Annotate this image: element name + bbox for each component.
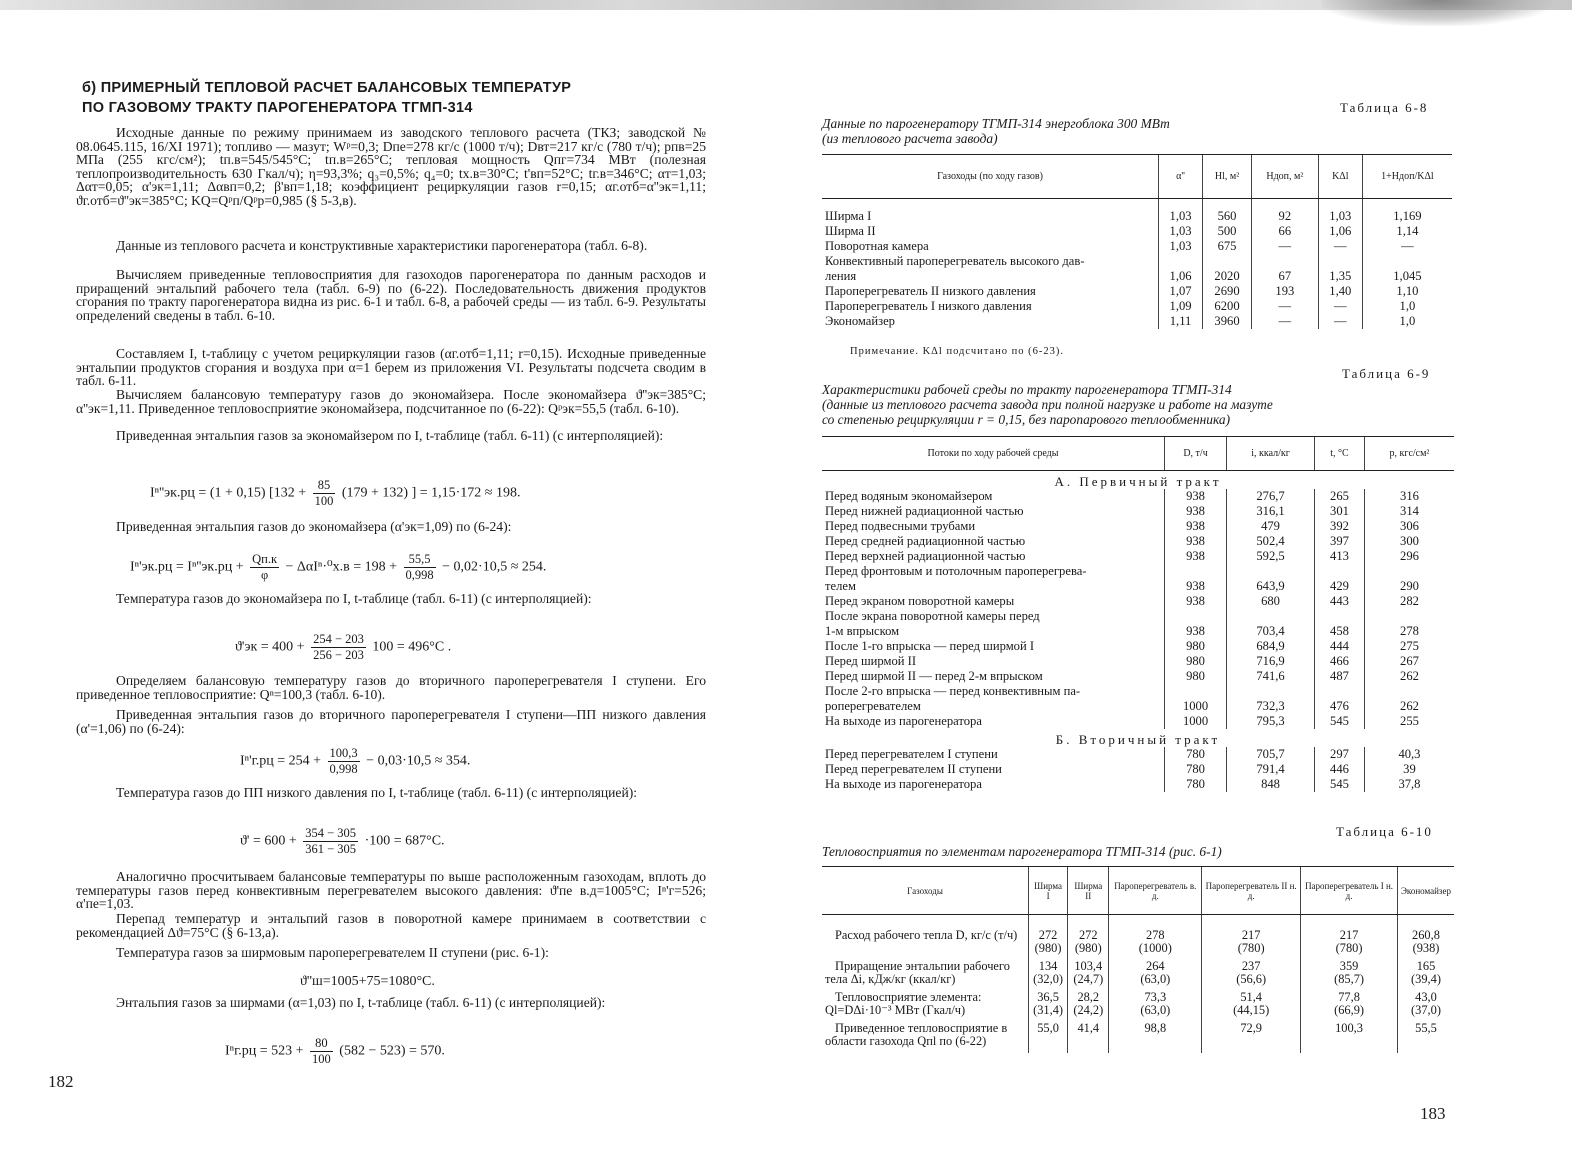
t8-cell: 1,0 [1362,314,1452,329]
t9-cell: 275 [1364,639,1454,654]
t10-cell: 103,4 (24,7) [1068,960,1109,991]
table-6-10-body [822,915,1454,1053]
t9-row [822,669,1454,684]
t8-row [822,269,1452,284]
t9-row [822,714,1454,729]
t10-cell: 55,0 [1029,1022,1068,1053]
t9-cell: 848 [1227,777,1315,792]
table-6-9-body [822,471,1454,793]
table-6-8-body [822,199,1452,329]
t9-cell: 716,9 [1227,654,1315,669]
t8-col-gas-ducts: Газоходы (по ходу газов) [822,155,1159,199]
t9-row [822,654,1454,669]
t9-cell: 316 [1364,489,1454,504]
t9-row [822,624,1454,639]
paragraph-enthalpy-pp1: Приведенная энтальпия газов до вторичного пароперегревателя I ступени—ПП низкого давления (α'=1,06) по (6-24): [76,707,706,736]
t9-row-label: Перед ширмой II — перед 2-м впрыском [825,669,1043,683]
table-6-10 [822,866,1454,1053]
t9-cell: 413 [1315,549,1365,564]
t9-row-label: После экрана поворотной камеры перед [825,609,1040,623]
heading-line-2: ПО ГАЗОВОМУ ТРАКТУ ПАРОГЕНЕРАТОРА ТГМП-314 [82,100,473,116]
t8-row-label: Ширма I [825,208,872,223]
t10-cell: 359 (85,7) [1301,960,1398,991]
t8-cell: 1,35 [1318,269,1362,284]
t8-cell: 1,03 [1159,209,1203,224]
t8-col-h-add: Hдоп, м² [1251,155,1318,199]
t9-cell: 443 [1315,594,1365,609]
t10-cell: 165 (39,4) [1397,960,1454,991]
t9-row-label: Перед водяным экономайзером [825,489,993,503]
paragraph-initial-data: Исходные данные по режиму принимаем из заводского теплового расчета (ТКЗ; заводской № 08.0645.115, 16/XI 1971); топливо — мазут; Wᵖ=0,3; Dпе=278 кг/с (1000 т/ч); Dвт=217 кг/с (780 т/ч); pпв=25 МПа (255 кгс/см²); tп.в=545/545°С; tп.в=265°С; тепловая мощность Qпг=734 МВт (полезная теплопроизводительность 630 Гкал/ч); η=93,3%; q₃=0,5%; q₄=0; tх.в=30°С; t'вп=52°С; tг.в=346°С; αт=1,03; Δαт=0,05; α'эк=1,11; Δαвп=0,2; β'вп=1,18; коэффициент рециркуляции газов r=0,15; αг.отб=α''эк=1,11; ϑг.отб=ϑ''эк=385°С; KQ=Qᵖп/Qᵖр=0,985 (§ 5-3,в). [76,125,706,208]
t9-cell: 262 [1364,669,1454,684]
t8-row [822,239,1452,254]
t9-cell: 705,7 [1227,747,1315,762]
t9-cell: 276,7 [1227,489,1315,504]
paragraph-enthalpy-before-eco: Приведенная энтальпия газов до экономайзера (α'эк=1,09) по (6-24): [116,519,512,534]
t9-cell: 446 [1315,762,1365,777]
t9-cell: 255 [1364,714,1454,729]
t9-cell: 476 [1315,699,1365,714]
table-6-10-label: Таблица 6-10 [1336,824,1433,839]
t9-col-i: i, ккал/кг [1227,437,1315,471]
t8-cell: 1,40 [1318,284,1362,299]
t10-cell: 272 (980) [1029,929,1068,960]
t9-cell: 278 [1364,624,1454,639]
t9-cell: 458 [1315,624,1365,639]
t9-cell: 37,8 [1364,777,1454,792]
t8-cell: 1,169 [1362,209,1452,224]
t8-col-k: KΔl [1318,155,1362,199]
t8-cell: 1,045 [1362,269,1452,284]
t8-cell: — [1318,299,1362,314]
t9-row-label: Перед верхней радиационной частью [825,549,1026,563]
t10-col-screen2: Ширма II [1068,867,1109,915]
paragraph-balance-temp: Определяем балансовую температуру газов до вторичного пароперегревателя I ступени. Его приведенное тепловосприятие: Qⁿ=100,3 (табл. 6-10). [76,673,706,702]
t9-cell [1364,564,1454,579]
t9-row [822,747,1454,762]
t10-col-screen1: Ширма I [1029,867,1068,915]
t8-row-label: Пароперегреватель I низкого давления [825,298,1032,313]
t10-cell: 41,4 [1068,1022,1109,1053]
t8-cell: 2690 [1203,284,1252,299]
t9-cell: 938 [1165,489,1227,504]
t9-row-label: Перед средней радиационной частью [825,534,1026,548]
t9-row-label: 1-м впрыском [825,624,900,638]
t10-cell: 100,3 [1301,1022,1398,1053]
t10-cell: 217 (780) [1301,929,1398,960]
t8-row [822,299,1452,314]
t8-row-label: ления [825,268,857,283]
t8-col-alpha: α'' [1159,155,1203,199]
t9-section-b: Б. Вторичный тракт [1055,732,1221,747]
t9-cell [1165,564,1227,579]
table-6-8 [822,154,1452,329]
t9-cell: 980 [1165,654,1227,669]
t8-row [822,314,1452,329]
t9-row [822,489,1454,504]
t9-row-label: роперегревателем [825,699,921,713]
paragraph-temp-drop: Перепад температур и энтальпий газов в поворотной камере принимаем в соответствии с рекомендацией Δϑ=75°С (§ 6-13,а). [76,911,706,940]
t9-row-label: Перед перегревателем I ступени [825,747,998,761]
t9-row [822,549,1454,564]
t9-cell: 429 [1315,579,1365,594]
t10-cell: 278 (1000) [1109,929,1202,960]
t9-row-label: телем [825,579,856,593]
right-page [790,0,1572,1166]
t9-row-label: Перед перегревателем II ступени [825,762,1002,776]
t9-cell [1364,609,1454,624]
t9-cell: 502,4 [1227,534,1315,549]
t8-cell: — [1251,299,1318,314]
paragraph-enthalpy-after-screen: Энтальпия газов за ширмами (α=1,03) по I, t-таблице (табл. 6-11) (с интерполяцией): [116,995,606,1010]
t9-row [822,762,1454,777]
t8-cell: 1,14 [1362,224,1452,239]
table-6-8-label: Таблица 6-8 [1340,100,1429,115]
t9-cell: 444 [1315,639,1365,654]
t8-cell: 1,03 [1159,239,1203,254]
t9-row-label: Перед фронтовым и потолочным пароперегрева- [825,564,1087,578]
t9-cell: 938 [1165,579,1227,594]
t9-cell: 938 [1165,504,1227,519]
t9-row [822,684,1454,699]
t9-cell: 732,3 [1227,699,1315,714]
t9-cell: 780 [1165,747,1227,762]
t8-cell: 92 [1251,209,1318,224]
t8-cell: 1,10 [1362,284,1452,299]
t10-cell: 77,8 (66,9) [1301,991,1398,1022]
t10-row [822,1022,1454,1053]
t9-cell: 791,4 [1227,762,1315,777]
t10-cell: 217 (780) [1202,929,1301,960]
t9-row-label: После 1-го впрыска — перед ширмой I [825,639,1035,653]
t9-col-t: t, °С [1315,437,1365,471]
t9-cell: 592,5 [1227,549,1315,564]
t8-row [822,284,1452,299]
t10-cell: 36,5 (31,4) [1029,991,1068,1022]
t10-cell: 272 (980) [1068,929,1109,960]
formula-temp-pp-low: ϑ' = 600 + $\frac{354 - 305}{361 - 305}$ ·100 = 687°С. [240,826,445,856]
formula-enthalpy-before-eco: Iⁿ'эк.рц = Iⁿ''эк.рц + $\frac{Qп.к}{\varphi}$ − ΔαIⁿ·⁰х.в = 198 + $\frac{55,5}{0,998}$ − 0,02·10,5 ≈ 254. [130,552,547,582]
section-heading [82,78,642,118]
t8-cell: — [1362,239,1452,254]
page-number-left: 182 [48,1072,74,1091]
t9-row [822,534,1454,549]
t8-row-label: Ширма II [825,223,876,238]
t9-col-flows: Потоки по ходу рабочей среды [822,437,1165,471]
t8-row-label: Поворотная камера [825,238,929,253]
t10-cell: 28,2 (24,2) [1068,991,1109,1022]
t8-row [822,254,1452,269]
t8-col-ratio: 1+Hдоп/KΔl [1362,155,1452,199]
formula-temp-after-screen: ϑ''ш=1005+75=1080°С. [300,974,435,989]
t9-cell [1315,684,1365,699]
t9-cell: 643,9 [1227,579,1315,594]
t9-cell: 980 [1165,639,1227,654]
t9-row-label: Перед нижней радиационной частью [825,504,1024,518]
t9-cell: 297 [1315,747,1365,762]
t9-cell: 980 [1165,669,1227,684]
t8-cell [1318,254,1362,269]
t8-col-h: Hl, м² [1203,155,1252,199]
t8-cell: — [1318,314,1362,329]
t9-row [822,639,1454,654]
t8-cell: 560 [1203,209,1252,224]
t9-cell: 267 [1364,654,1454,669]
t9-row [822,594,1454,609]
t9-cell [1315,609,1365,624]
t9-cell: 290 [1364,579,1454,594]
t9-cell: 545 [1315,777,1365,792]
t9-row-label: После 2-го впрыска — перед конвективным па- [825,684,1081,698]
t10-row [822,960,1454,991]
t9-cell: 703,4 [1227,624,1315,639]
t10-cell: 72,9 [1202,1022,1301,1053]
t9-cell [1165,609,1227,624]
paragraph-design-data: Данные из теплового расчета и конструктивные характеристики парогенератора (табл. 6-8). [116,238,648,253]
t10-row [822,929,1454,960]
t10-col-economizer: Экономайзер [1397,867,1454,915]
paragraph-temp-before-eco: Температура газов до экономайзера по I, t-таблице (табл. 6-11) (с интерполяцией): [116,591,592,606]
t8-row-label: Пароперегреватель II низкого давления [825,283,1036,298]
t8-cell: 1,11 [1159,314,1203,329]
t9-row [822,777,1454,792]
paragraph-analogous: Аналогично просчитываем балансовые температуры по выше расположенным газоходам, вплоть до температуры газов перед конвективным перегревателем высокого давления: ϑ'пе в.д=1005°С; Iⁿ'г=526; α'пе=1,03. [76,869,706,912]
t9-cell: 316,1 [1227,504,1315,519]
t9-cell: 314 [1364,504,1454,519]
t9-cell: 466 [1315,654,1365,669]
t9-row-label: Перед экраном поворотной камеры [825,594,1015,608]
t10-cell: 98,8 [1109,1022,1202,1053]
t10-cell: 237 (56,6) [1202,960,1301,991]
t9-cell: 1000 [1165,699,1227,714]
t10-row-label: Приведенное тепловосприятие в области газохода Qпl по (6-22) [825,1020,1008,1048]
t8-cell: 1,07 [1159,284,1203,299]
t10-col-pp-hp: Пароперегреватель в. д. [1109,867,1202,915]
formula-enthalpy-after-screen: Iⁿг.рц = 523 + $\frac{80}{100}$ (582 − 523) = 570. [225,1036,445,1066]
t9-cell: 1000 [1165,714,1227,729]
t8-row-label: Конвективный пароперегреватель высокого дав- [825,253,1085,268]
t9-cell [1315,564,1365,579]
t8-cell: 1,06 [1318,224,1362,239]
t9-col-d: D, т/ч [1165,437,1227,471]
t8-cell: 675 [1203,239,1252,254]
t9-row-label: Перед подвесными трубами [825,519,976,533]
t10-col-pp1-lp: Пароперегреватель I н. д. [1301,867,1398,915]
page-number-right: 183 [1420,1104,1446,1123]
t8-row [822,224,1452,239]
t8-cell [1203,254,1252,269]
t8-cell: — [1251,314,1318,329]
t9-row-label: На выходе из парогенератора [825,777,982,791]
t9-cell: 938 [1165,519,1227,534]
t10-row-label: Расход рабочего тепла D, кг/с (т/ч) [835,927,1018,942]
t9-row [822,504,1454,519]
t8-cell: 1,03 [1318,209,1362,224]
t8-cell: — [1251,239,1318,254]
t8-cell: 500 [1203,224,1252,239]
t8-cell [1159,254,1203,269]
t10-col-pp2-lp: Пароперегреватель II н. д. [1202,867,1301,915]
t9-cell [1227,684,1315,699]
t10-cell: 73,3 (63,0) [1109,991,1202,1022]
formula-enthalpy-after-eco: Iⁿ''эк.рц = (1 + 0,15) [132 + $\frac{85}{100}$ (179 + 132) ] = 1,15·172 ≈ 198. [150,478,521,508]
table-6-8-caption: Данные по парогенератору ТГМП-314 энергоблока 300 МВт (из теплового расчета завода) [822,116,1170,146]
t9-row [822,564,1454,579]
t9-cell: 938 [1165,624,1227,639]
t9-cell: 40,3 [1364,747,1454,762]
table-6-8-note: Примечание. KΔl подсчитано по (6-23). [850,346,1064,357]
paragraph-economizer: Вычисляем балансовую температуру газов до экономайзера. После экономайзера ϑ''эк=385°С; α''эк=1,11. Приведенное тепловосприятие экономайзера, подсчитанное по (6-22): Qᵖэк=55,5 (табл. 6-10). [76,387,706,416]
t10-cell: 51,4 (44,15) [1202,991,1301,1022]
t10-cell: 55,5 [1397,1022,1454,1053]
t10-row-label: Приращение энтальпии рабочего тела Δi, кДж/кг (ккал/кг) [825,958,1010,986]
t9-cell: 39 [1364,762,1454,777]
t9-cell: 938 [1165,594,1227,609]
t9-row [822,609,1454,624]
t9-cell: 296 [1364,549,1454,564]
t9-cell [1364,684,1454,699]
t8-cell: 66 [1251,224,1318,239]
t9-cell: 301 [1315,504,1365,519]
t10-cell: 260,8 (938) [1397,929,1454,960]
t9-row [822,579,1454,594]
t8-cell: 6200 [1203,299,1252,314]
t9-row-label: На выходе из парогенератора [825,714,982,728]
t8-row-label: Экономайзер [825,313,895,328]
table-6-9-label: Таблица 6-9 [1342,366,1431,381]
t9-row [822,699,1454,714]
t9-cell: 795,3 [1227,714,1315,729]
t9-cell: 300 [1364,534,1454,549]
t9-cell: 938 [1165,549,1227,564]
t8-cell: 67 [1251,269,1318,284]
t8-cell: 2020 [1203,269,1252,284]
t9-cell: 392 [1315,519,1365,534]
t9-cell: 262 [1364,699,1454,714]
t8-cell: 193 [1251,284,1318,299]
t9-cell: 487 [1315,669,1365,684]
t9-cell: 684,9 [1227,639,1315,654]
t9-cell: 938 [1165,534,1227,549]
paragraph-it-table: Составляем I, t-таблицу с учетом рециркуляции газов (αг.отб=1,11; r=0,15). Исходные приведенные энтальпии продуктов сгорания и воздуха при α=1 берем из приложения VI. Результаты подсчета сводим в табл. 6-11. [76,346,706,389]
paragraph-heat-absorption: Вычисляем приведенные тепловосприятия для газоходов парогенератора по данным расходов и приращений энтальпий рабочего тела (табл. 6-9) по (6-22). Последовательность движения продуктов сгорания по тракту парогенератора видна из рис. 6-1 и табл. 6-8, а рабочей среды — из табл. 6-9. Результаты определений сведены в табл. 6-10. [76,267,706,323]
paragraph-temp-after-screen: Температура газов за ширмовым пароперегревателем II ступени (рис. 6-1): [116,945,549,960]
t9-row [822,519,1454,534]
t8-cell [1362,254,1452,269]
t9-cell: 741,6 [1227,669,1315,684]
t8-row [822,209,1452,224]
t9-cell: 780 [1165,762,1227,777]
t8-cell: 1,09 [1159,299,1203,314]
table-6-9-caption: Характеристики рабочей среды по тракту парогенератора ТГМП-314 (данные из теплового расчета завода при полной нагрузке и работе на мазуте со степенью рециркуляции r = 0,15, без паропарового теплообменника) [822,382,1273,427]
table-6-9 [822,436,1454,792]
t9-cell [1227,609,1315,624]
t9-col-p: p, кгс/см² [1364,437,1454,471]
formula-temp-before-eco: ϑ'эк = 400 + $\frac{254 - 203}{256 - 203}$ 100 = 496°С . [235,632,452,662]
paragraph-enthalpy-after-eco: Приведенная энтальпия газов за экономайзером по I, t-таблице (табл. 6-11) (с интерполяцией): [116,428,664,443]
t9-cell: 680 [1227,594,1315,609]
t9-cell: 306 [1364,519,1454,534]
t8-cell: 1,06 [1159,269,1203,284]
t9-cell: 282 [1364,594,1454,609]
t10-col-gas-ducts: Газоходы [822,867,1029,915]
formula-enthalpy-pp1: Iⁿ'г.рц = 254 + $\frac{100,3}{0,998}$ − 0,03·10,5 ≈ 354. [240,746,471,776]
heading-line-1: б) ПРИМЕРНЫЙ ТЕПЛОВОЙ РАСЧЕТ БАЛАНСОВЫХ ТЕМПЕРАТУР [82,80,572,96]
t10-row [822,991,1454,1022]
t9-row-label: Перед ширмой II [825,654,917,668]
t8-cell [1251,254,1318,269]
t10-row-label: Тепловосприятие элемента: Ql=DΔi·10⁻³ МВт (Гкал/ч) [825,989,982,1017]
t9-cell [1227,564,1315,579]
t8-cell: 1,0 [1362,299,1452,314]
t10-cell: 264 (63,0) [1109,960,1202,991]
t10-cell: 43,0 (37,0) [1397,991,1454,1022]
t9-cell: 265 [1315,489,1365,504]
t9-cell: 780 [1165,777,1227,792]
t9-cell: 397 [1315,534,1365,549]
t9-cell [1165,684,1227,699]
t10-cell: 134 (32,0) [1029,960,1068,991]
table-6-10-caption: Тепловосприятия по элементам парогенератора ТГМП-314 (рис. 6-1) [822,844,1222,859]
t9-cell: 545 [1315,714,1365,729]
t9-section-a: А. Первичный тракт [1054,474,1222,489]
t9-cell: 479 [1227,519,1315,534]
paragraph-temp-pp-low: Температура газов до ПП низкого давления по I, t-таблице (табл. 6-11) (с интерполяцией): [116,785,638,800]
t8-cell: 1,03 [1159,224,1203,239]
t8-cell: 3960 [1203,314,1252,329]
t8-cell: — [1318,239,1362,254]
